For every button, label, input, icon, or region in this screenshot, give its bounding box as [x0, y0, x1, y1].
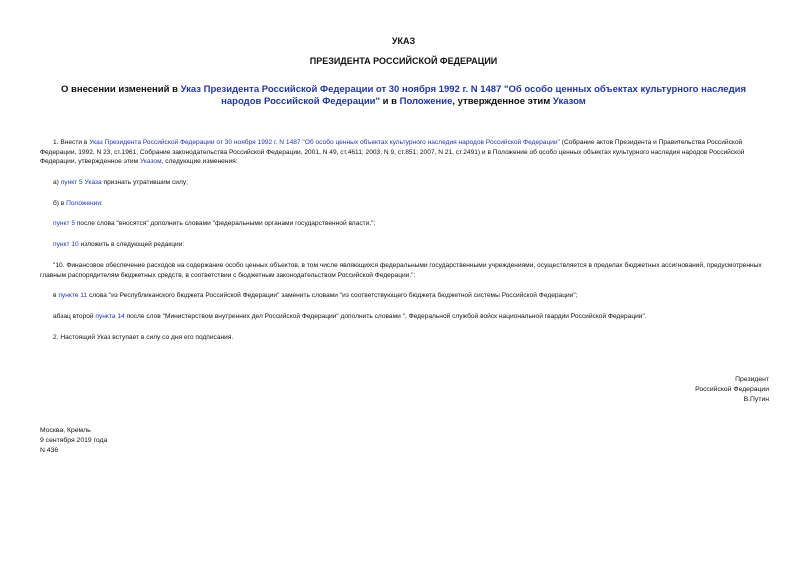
pb3-link-point11[interactable]: пункте 11: [58, 292, 88, 299]
pb-text-2: :: [101, 200, 103, 207]
pb3-text-2: слова "из Республиканского бюджета Российской Федерации" заменить словами "из соответствующего бюджета бюджетной системы Российской Федерации";: [87, 292, 578, 299]
paragraph-a: [40, 178, 781, 188]
title-link-decree-short[interactable]: Указом: [552, 96, 586, 107]
title-text-2: и в: [380, 96, 400, 107]
pb3-text-1: в: [53, 292, 59, 299]
title-text-3: , утвержденное этим: [452, 96, 553, 107]
paragraph-b-point5: [40, 219, 781, 229]
signature-name: В.Путин: [743, 396, 769, 403]
place-date: 9 сентября 2019 года: [40, 437, 108, 444]
title-link-decree[interactable]: Указ Президента Российской Федерации от 30 ноября 1992 г. N 1487 "Об особо ценных объектах культурного наследия народов Российской Федерации": [180, 84, 747, 107]
pa-text-2: признать утратившим силу;: [101, 179, 188, 186]
document-type-heading: УКАЗ: [391, 36, 416, 46]
title-text-1: О внесении изменений в: [60, 84, 181, 95]
paragraph-b: [40, 199, 781, 209]
paragraph-b-point10: [40, 240, 781, 250]
signature-country: Российской Федерации: [695, 386, 769, 393]
pa-link-point5[interactable]: пункт 5 Указа: [60, 179, 102, 186]
p1-text-1: 1. Внести в: [53, 139, 90, 146]
paragraph-b-point14: [40, 312, 781, 322]
pb1-link-point5[interactable]: пункт 5: [53, 220, 75, 227]
pb2-link-point10[interactable]: пункт 10: [53, 241, 79, 248]
p1-link-decree-short[interactable]: Указом: [139, 158, 162, 165]
pb2-text: изложить в следующей редакции:: [78, 241, 185, 248]
signature-block: [695, 375, 769, 405]
document-title: [40, 84, 767, 108]
pa-text-1: а): [53, 179, 61, 186]
paragraph-1: [40, 138, 768, 167]
pb4-text-1: абзац второй: [53, 313, 96, 320]
p1-text-2: (Собрание актов Президента и Правительства Российской Федерации, 1992, N 23, ст.1961; Собрание законодательства Российской Федерации, 2001, N 49, ст.4611; 2003, N 9, ст.851; 2007, N 21, ст.2491) и в Положение об особо ценных объектах культурного наследия народов Российской Федерации, утвержденное этим: [40, 139, 745, 165]
place-location: Москва, Кремль: [40, 427, 91, 434]
pb4-text-2: после слов "Министерством внутренних дел Российской Федерации" дополнить словами ", Федеральной службой войск национальной гвардии Российской Федерации".: [124, 313, 647, 320]
paragraph-b-point11: [40, 291, 781, 301]
p1-link-decree[interactable]: Указ Президента Российской Федерации от 30 ноября 1992 г. N 1487 "Об особо ценных объектах культурного наследия народов Российской Федерации": [89, 139, 560, 146]
signature-position: Президент: [735, 376, 769, 383]
pb1-text: после слова "вносятся" дополнить словами "федеральными органами государственной власти,";: [75, 220, 376, 227]
pb-text-1: б) в: [53, 200, 67, 207]
title-link-regulation[interactable]: Положение: [399, 96, 453, 107]
pb4-link-point14[interactable]: пункта 14: [95, 313, 125, 320]
paragraph-2: 2. Настоящий Указ вступает в силу со дня его подписания.: [53, 334, 234, 341]
document-number: N 436: [40, 447, 59, 454]
p1-text-3: , следующие изменения:: [161, 158, 238, 165]
pb-link-regulation[interactable]: Положении: [66, 200, 102, 207]
place-date-block: [40, 426, 107, 456]
issuer-heading: ПРЕЗИДЕНТА РОССИЙСКОЙ ФЕДЕРАЦИИ: [309, 56, 498, 66]
paragraph-quote: "10. Финансовое обеспечение расходов на содержание особо ценных объектов, в том числе являющихся федеральными государственными учреждениями, осуществляется в пределах бюджетных ассигнований, предусмотренных главным распорядителям бюджетных средств, в соответствии с бюджетным законодательством Российской Федерации.";: [40, 262, 762, 279]
